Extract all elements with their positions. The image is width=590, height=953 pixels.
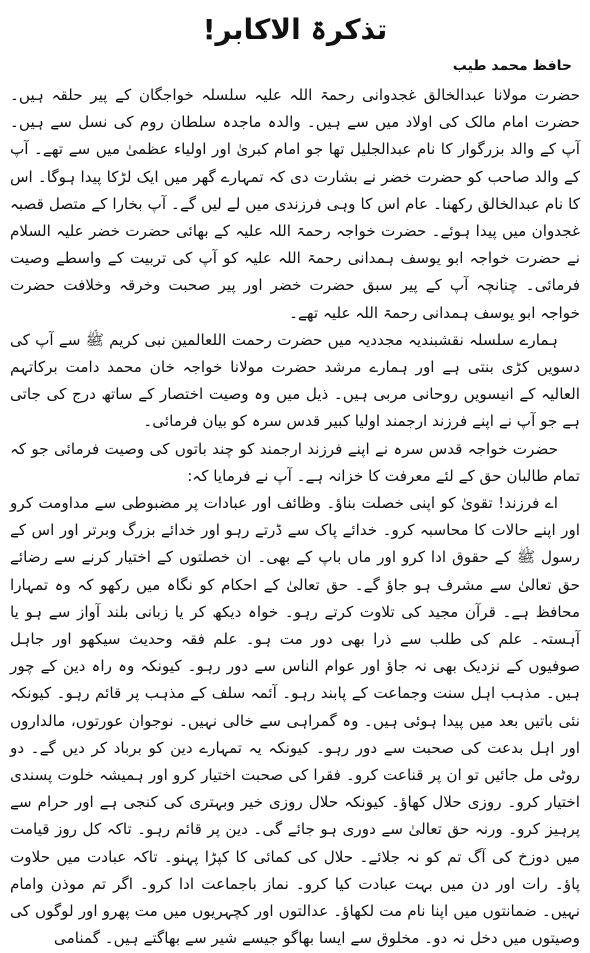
paragraph-will-intro: حضرت خواجہ قدس سرہ نے اپنے فرزند ارجمند کو چند باتوں کی وصیت فرمائی جو کہ تمام طالبان حق کے لئے معرفت کا خزانہ ہے۔ آپ نے فرمایا کہ: (10, 439, 580, 485)
article-body (10, 82, 580, 953)
author-name: حافظ محمد طیب (452, 58, 572, 74)
paragraph-lineage: ہمارے سلسلہ نقشبندیہ مجددیہ میں حضرت رحمت اللعالمین نبی کریم ﷺ سے آپ کی دسویں کڑی بنتی ہے اور ہمارے مرشد حضرت مولانا خواجہ خان محمد دامت برکاتہم العالیہ کے انیسویں روحانی مربی ہیں۔ ذیل میں وہ وصیت اختصار کے ساتھ درج کی جاتی ہے جو آپ نے اپنے فرزند ارجمند اولیا کبیر قدس سرہ کو بیان فرمائی۔ (10, 330, 580, 431)
paragraph-will-text: اے فرزند! تقویٰ کو اپنی خصلت بناؤ۔ وظائف اور عبادات پر مضبوطی سے مداومت کرو اور اپنے حالات کا محاسبہ کرو۔ خدائے پاک سے ڈرتے رہو اور خدائے بزرگ وبرتر اور اس کے رسول ﷺ کے حقوق ادا کرو اور ماں باپ کے بھی۔ ان خصلتوں کے اختیار کرنے سے رضائے حق تعالیٰ سے مشرف ہو جاؤ گے۔ حق تعالیٰ کے احکام کو نگاہ میں رکھو کہ وہ تمہارا محافظ ہے۔ قرآن مجید کی تلاوت کرتے رہو۔ خواہ دیکھ کر یا زبانی بلند آواز سے ہو یا آہستہ۔ علم کی طلب سے ذرا بھی دور مت ہو۔ علم فقہ وحدیث سیکھو اور جاہل صوفیوں کے نزدیک بھی نہ جاؤ اور عوام الناس سے دور رہو۔ کیونکہ وہ راہ دین کے چور ہیں۔ مذہب اہل سنت وجماعت کے پابند رہو۔ آئمہ سلف کے مذہب پر قائم رہو۔ کیونکہ نئی باتیں بعد میں پیدا ہوئی ہیں۔ وہ گمراہی سے خالی نہیں۔ نوجوان عورتوں، مالداروں اور اہل بدعت کی صحبت سے دور رہو۔ کیونکہ یہ تمہارے دین کو برباد کر دیں گے۔ دو روٹی مل جائیں تو ان پر قناعت کرو۔ فقرا کی صحبت اختیار کرو اور ہمیشہ خلوت پسندی اختیار کرو۔ روزی حلال کھاؤ۔ کیونکہ حلال روزی خیر وبہتری کی کنجی ہے اور حرام سے پرہیز کرو۔ ورنہ حق تعالیٰ سے دوری ہو جائے گی۔ دین پر قائم رہو۔ تاکہ کل روز قیامت میں دوزخ کی آگ تم کو نہ جلائے۔ حلال کی کمائی کا کپڑا پہنو۔ تاکہ عبادت میں حلاوت پاؤ۔ رات اور دن میں بہت عبادت کیا کرو۔ نماز باجماعت ادا کرو۔ اگر تم موذن وامام نہیں۔ ضمانتوں میں اپنا نام مت لکھاؤ۔ عدالتوں اور کچہریوں میں مت پھرو اور لوگوں کی وصیتوں میں دخل نہ دو۔ مخلوق سے ایسا بھاگو جیسے شیر سے بھاگتے ہیں۔ گمنامی (10, 494, 580, 948)
paragraph-intro: حضرت مولانا عبدالخالق غجدوانی رحمۃ اللہ علیہ سلسلہ خواجگان کے پیر حلقہ ہیں۔ حضرت امام مالک کی اولاد میں سے ہیں۔ والدہ ماجدہ سلطان روم کی نسل سے ہیں۔ آپ کے والد بزرگوار کا نام عبدالجلیل تھا جو امام کبریٰ اور اولیاء عظمیٰ میں سے تھے۔ آپ کے والد صاحب کو حضرت خضر نے بشارت دی کہ تمہارے گھر میں ایک لڑکا پیدا ہوگا۔ اس کا نام عبدالخالق رکھنا۔ عام اس کا وہی فرزندی میں لے لیں گے۔ آپ بخارا کے متصل قصبہ غجدوان میں پیدا ہوئے۔ حضرت خواجہ رحمۃ اللہ علیہ کے بھائی حضرت خضر علیہ السلام نے حضرت خواجہ ابو یوسف ہمدانی رحمۃ اللہ علیہ کو آپ کی تربیت کے واسطے وصیت فرمائی۔ چنانچہ آپ کے پیر سبق حضرت خضر اور پیر صحبت وخرقہ وخلافت حضرت خواجہ ابو یوسف ہمدانی رحمۃ اللہ علیہ تھے۔ (10, 86, 580, 322)
page-title: تذکرۃ الاکابر! (202, 13, 388, 46)
